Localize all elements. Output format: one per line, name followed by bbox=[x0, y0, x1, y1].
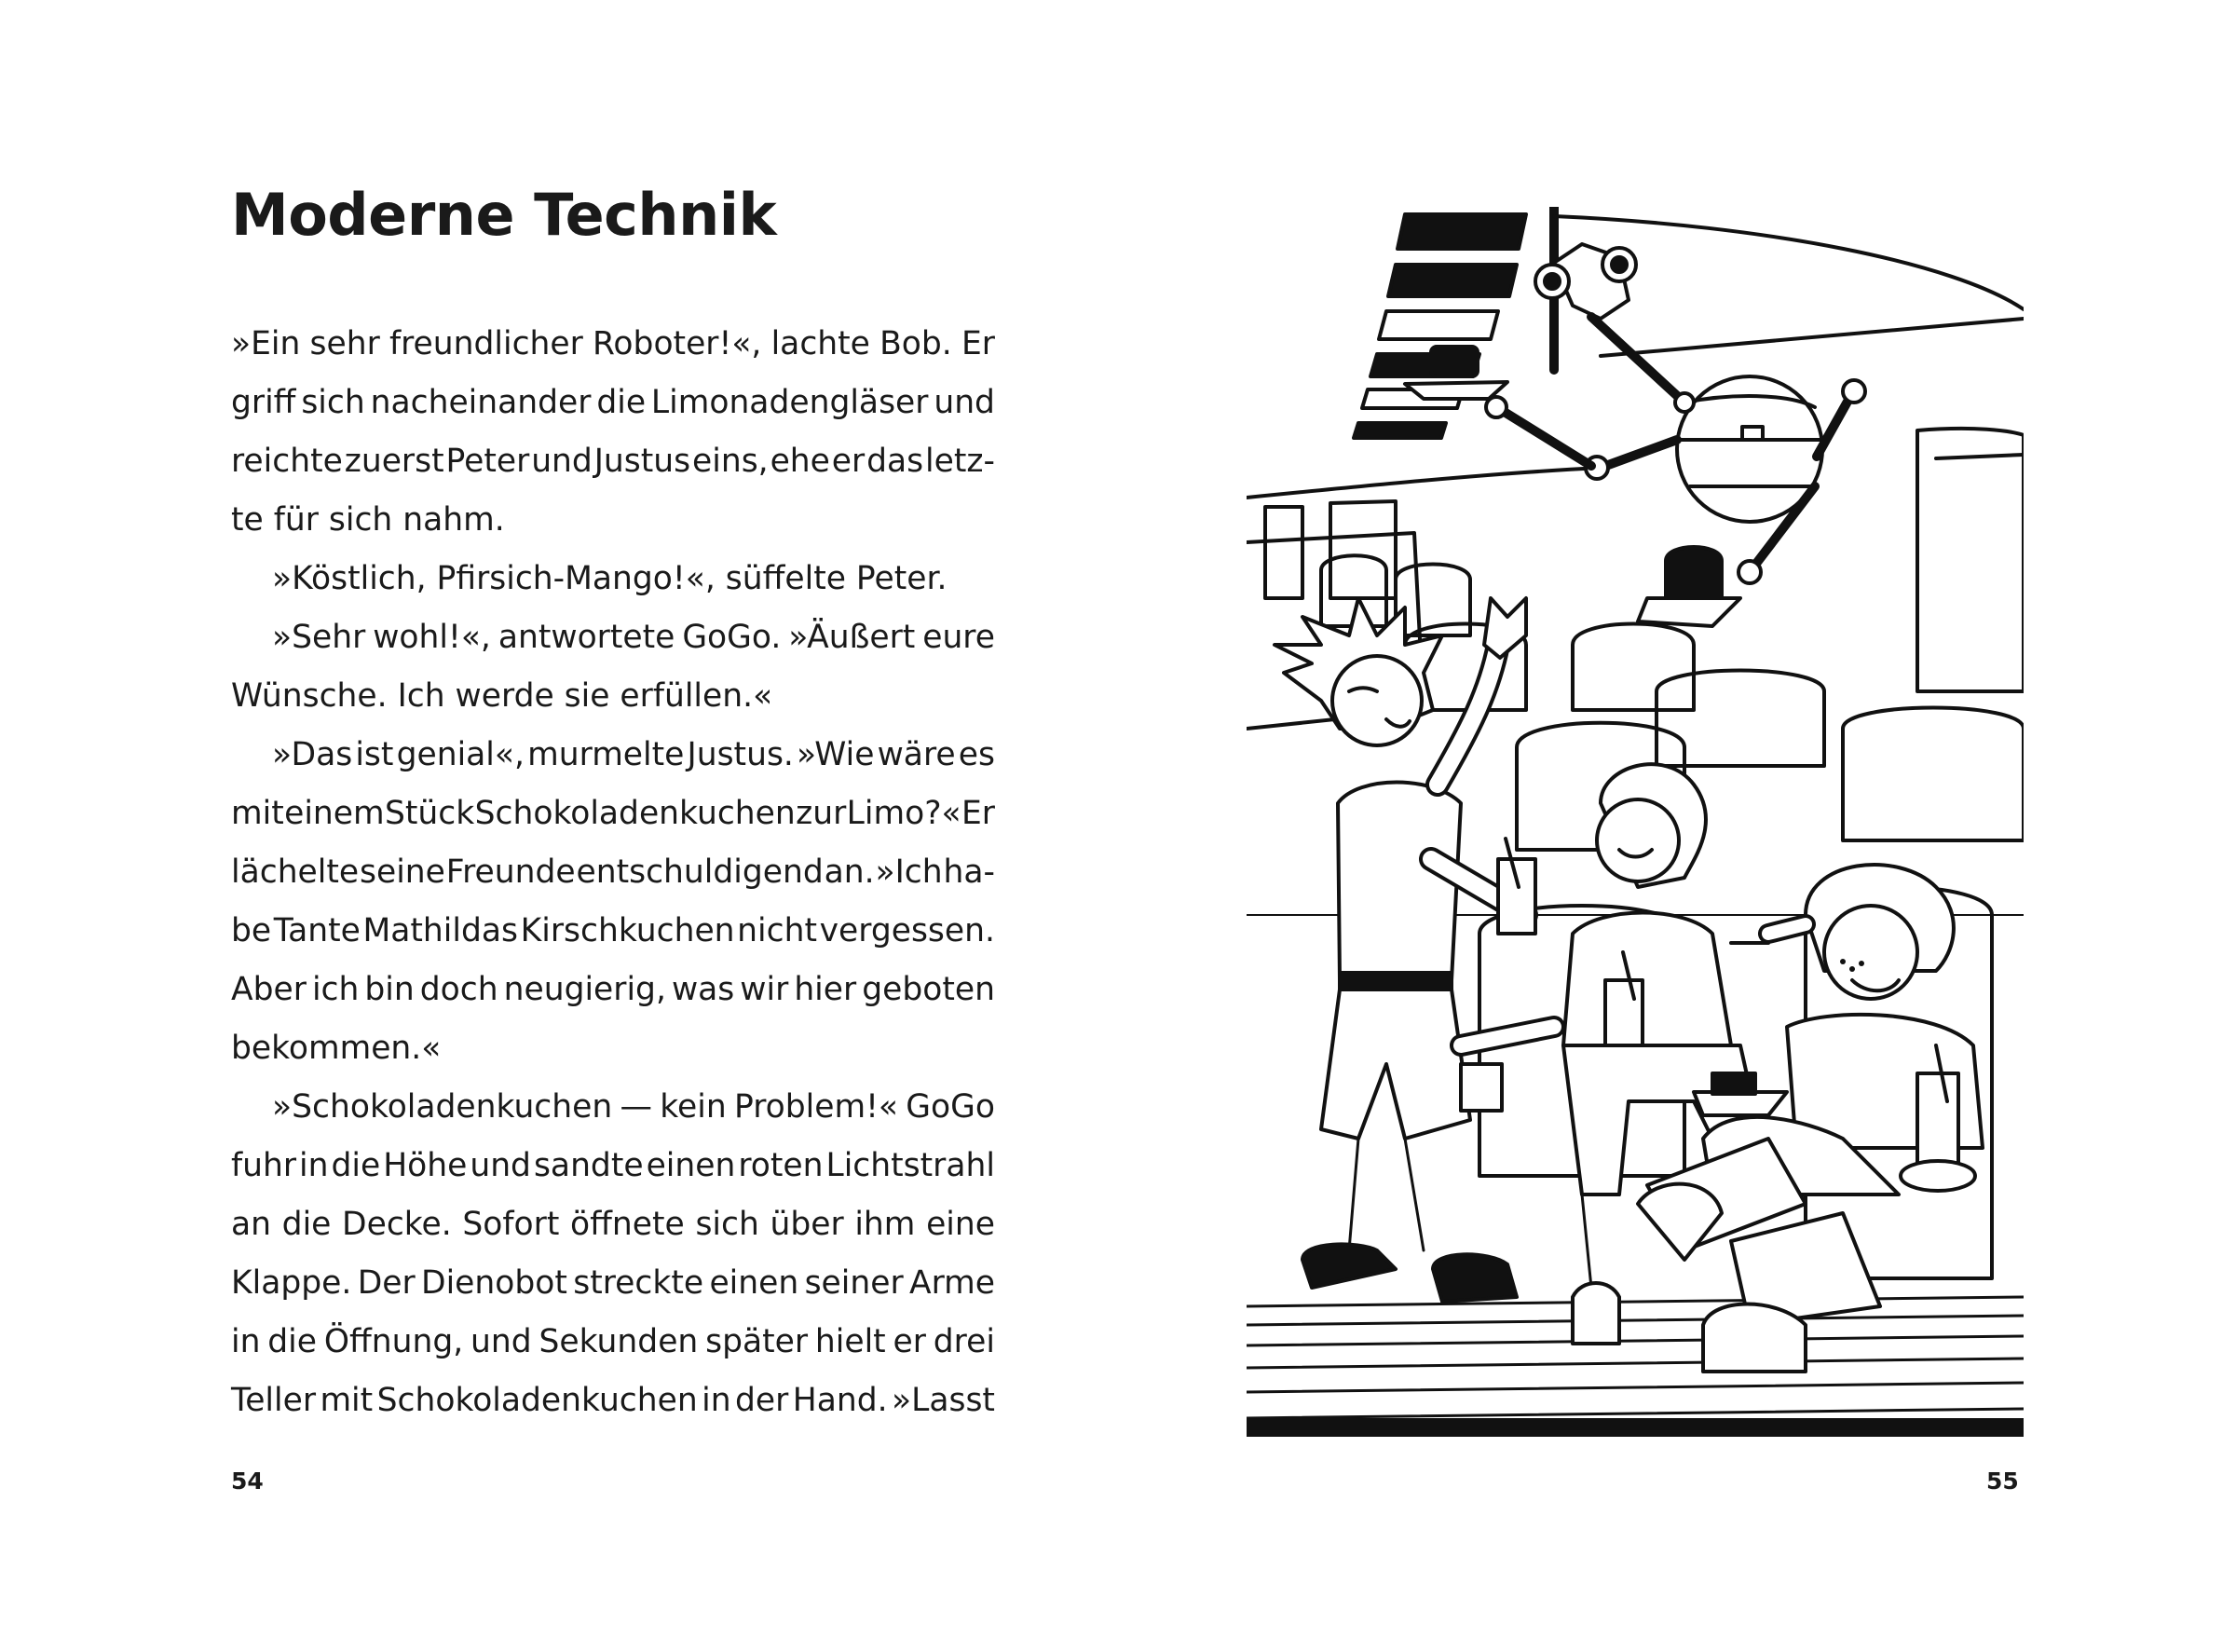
word: Limo?« bbox=[846, 795, 961, 832]
word: Peter bbox=[445, 443, 530, 480]
word: entschuldigend bbox=[576, 853, 824, 891]
word: Limonadengläser bbox=[650, 384, 929, 421]
word: »Das bbox=[272, 736, 353, 773]
word: Er bbox=[961, 795, 995, 832]
word: der bbox=[735, 1382, 789, 1419]
text-line: te für sich nahm. bbox=[231, 501, 505, 539]
word: Roboter!«, bbox=[593, 325, 762, 362]
word: Sofort bbox=[462, 1206, 560, 1243]
word: drei bbox=[933, 1323, 995, 1360]
word: eure bbox=[922, 619, 995, 656]
word: Decke. bbox=[342, 1206, 452, 1243]
word: nacheinander bbox=[370, 384, 592, 421]
page-number-right: 55 bbox=[1986, 1468, 2019, 1495]
word: bin bbox=[364, 971, 415, 1008]
word: seine bbox=[360, 853, 445, 891]
text-line bbox=[231, 432, 995, 491]
word: und bbox=[531, 443, 593, 480]
word: genial«, bbox=[396, 736, 525, 773]
chapter-heading: Moderne Technik bbox=[231, 181, 777, 249]
word: Teller bbox=[231, 1382, 317, 1419]
word: und bbox=[470, 1147, 531, 1184]
text-line bbox=[231, 843, 995, 902]
text-line: »Köstlich, Pfirsich-Mango!«, süffelte Peter. bbox=[272, 560, 948, 597]
word: murmelte bbox=[527, 736, 685, 773]
word: Tante bbox=[273, 912, 361, 949]
word: Er bbox=[961, 325, 995, 362]
word: öffnete bbox=[570, 1206, 685, 1243]
word: Dienobot bbox=[421, 1264, 567, 1302]
word: Lichtstrahl bbox=[825, 1147, 995, 1184]
word: »Ein bbox=[231, 325, 301, 362]
text-line bbox=[231, 608, 995, 667]
word: Schokoladenkuchen bbox=[474, 795, 796, 832]
word: Höhe bbox=[383, 1147, 468, 1184]
text-line: bekommen.« bbox=[231, 1030, 442, 1067]
word: an bbox=[231, 1206, 272, 1243]
word: sich bbox=[301, 384, 365, 421]
word: zur bbox=[796, 795, 847, 832]
word: wohl!«, bbox=[373, 619, 491, 656]
text-line bbox=[231, 1372, 995, 1430]
word: was bbox=[671, 971, 735, 1008]
robot bbox=[1405, 244, 1865, 626]
word: Freunde bbox=[445, 853, 576, 891]
body-text bbox=[231, 315, 995, 1430]
word: lächelte bbox=[231, 853, 360, 891]
word: ehe bbox=[770, 443, 830, 480]
word: seiner bbox=[804, 1264, 904, 1302]
text-line bbox=[231, 785, 995, 843]
word: wir bbox=[740, 971, 789, 1008]
word: streckte bbox=[573, 1264, 704, 1302]
text-line bbox=[231, 374, 995, 432]
word: Öffnung, bbox=[323, 1323, 464, 1360]
text-line bbox=[231, 1137, 995, 1195]
word: das bbox=[866, 443, 924, 480]
word: über bbox=[770, 1206, 844, 1243]
word: GoGo bbox=[906, 1088, 995, 1126]
word: griff bbox=[231, 384, 296, 421]
word: eins, bbox=[692, 443, 769, 480]
word: mit bbox=[231, 795, 284, 832]
word: antwortete bbox=[498, 619, 675, 656]
text-line bbox=[231, 1313, 995, 1372]
boy-standing bbox=[1275, 598, 1535, 1302]
word: in bbox=[299, 1147, 329, 1184]
word: »Äußert bbox=[788, 619, 916, 656]
word: neugierig, bbox=[503, 971, 666, 1008]
word: freundlicher bbox=[389, 325, 583, 362]
word: Stück bbox=[385, 795, 475, 832]
word: die bbox=[331, 1147, 381, 1184]
word: Justus bbox=[593, 443, 691, 480]
word: reichte bbox=[231, 443, 343, 480]
word: sehr bbox=[309, 325, 380, 362]
word: letz- bbox=[925, 443, 995, 480]
word: zuerst bbox=[344, 443, 444, 480]
word: fuhr bbox=[231, 1147, 297, 1184]
word: »Wie bbox=[797, 736, 875, 773]
word: geboten bbox=[862, 971, 995, 1008]
word: — bbox=[620, 1088, 653, 1126]
word: »Lasst bbox=[892, 1382, 995, 1419]
word: »Ich bbox=[875, 853, 943, 891]
word: und bbox=[470, 1323, 532, 1360]
word: Bob. bbox=[879, 325, 952, 362]
word: Mathildas bbox=[362, 912, 518, 949]
word: roten bbox=[738, 1147, 824, 1184]
text-line bbox=[231, 1078, 995, 1137]
word: ihm bbox=[854, 1206, 916, 1243]
word: später bbox=[705, 1323, 809, 1360]
word: Problem!« bbox=[734, 1088, 899, 1126]
ceiling-panels bbox=[1354, 207, 1554, 438]
word: sandte bbox=[533, 1147, 644, 1184]
boy-seated-middle bbox=[1461, 764, 1759, 1344]
word: er bbox=[893, 1323, 926, 1360]
word: er bbox=[831, 443, 866, 480]
word: lachte bbox=[770, 325, 870, 362]
word: und bbox=[934, 384, 995, 421]
text-line: Wünsche. Ich werde sie erfüllen.« bbox=[231, 677, 773, 715]
word: die bbox=[267, 1323, 317, 1360]
word: einen bbox=[646, 1147, 736, 1184]
word: ha- bbox=[943, 853, 995, 891]
word: Kirschkuchen bbox=[520, 912, 735, 949]
left-page bbox=[231, 181, 995, 1430]
text-line bbox=[231, 1254, 995, 1313]
word: GoGo. bbox=[682, 619, 782, 656]
text-line bbox=[231, 315, 995, 374]
text-line bbox=[231, 961, 995, 1019]
word: Sekunden bbox=[539, 1323, 699, 1360]
word: in bbox=[231, 1323, 261, 1360]
word: mit bbox=[320, 1382, 374, 1419]
word: »Schokoladenkuchen bbox=[272, 1088, 613, 1126]
text-line bbox=[231, 1195, 995, 1254]
word: ich bbox=[311, 971, 360, 1008]
word: doch bbox=[419, 971, 498, 1008]
word: die bbox=[281, 1206, 332, 1243]
word: Justus. bbox=[687, 736, 794, 773]
word: wäre bbox=[877, 736, 956, 773]
word: Klappe. bbox=[231, 1264, 352, 1302]
word: Arme bbox=[908, 1264, 995, 1302]
word: »Sehr bbox=[272, 619, 366, 656]
word: es bbox=[958, 736, 995, 773]
word: einem bbox=[284, 795, 385, 832]
word: einen bbox=[709, 1264, 799, 1302]
word: hier bbox=[794, 971, 857, 1008]
word: hielt bbox=[814, 1323, 886, 1360]
text-line bbox=[231, 726, 995, 785]
word: sich bbox=[695, 1206, 759, 1243]
word: eine bbox=[926, 1206, 995, 1243]
word: Der bbox=[357, 1264, 416, 1302]
word: nicht bbox=[737, 912, 817, 949]
word: Schokoladenkuchen bbox=[376, 1382, 698, 1419]
robot-serving-cake-in-train-illustration bbox=[1247, 207, 2024, 1437]
word: Aber bbox=[231, 971, 307, 1008]
word: Hand. bbox=[792, 1382, 888, 1419]
word: an. bbox=[824, 853, 875, 891]
page-number-left: 54 bbox=[231, 1468, 264, 1495]
word: die bbox=[596, 384, 647, 421]
word: vergessen. bbox=[819, 912, 995, 949]
text-line bbox=[231, 902, 995, 961]
word: in bbox=[702, 1382, 731, 1419]
word: ist bbox=[355, 736, 394, 773]
word: kein bbox=[660, 1088, 727, 1126]
word: be bbox=[231, 912, 272, 949]
